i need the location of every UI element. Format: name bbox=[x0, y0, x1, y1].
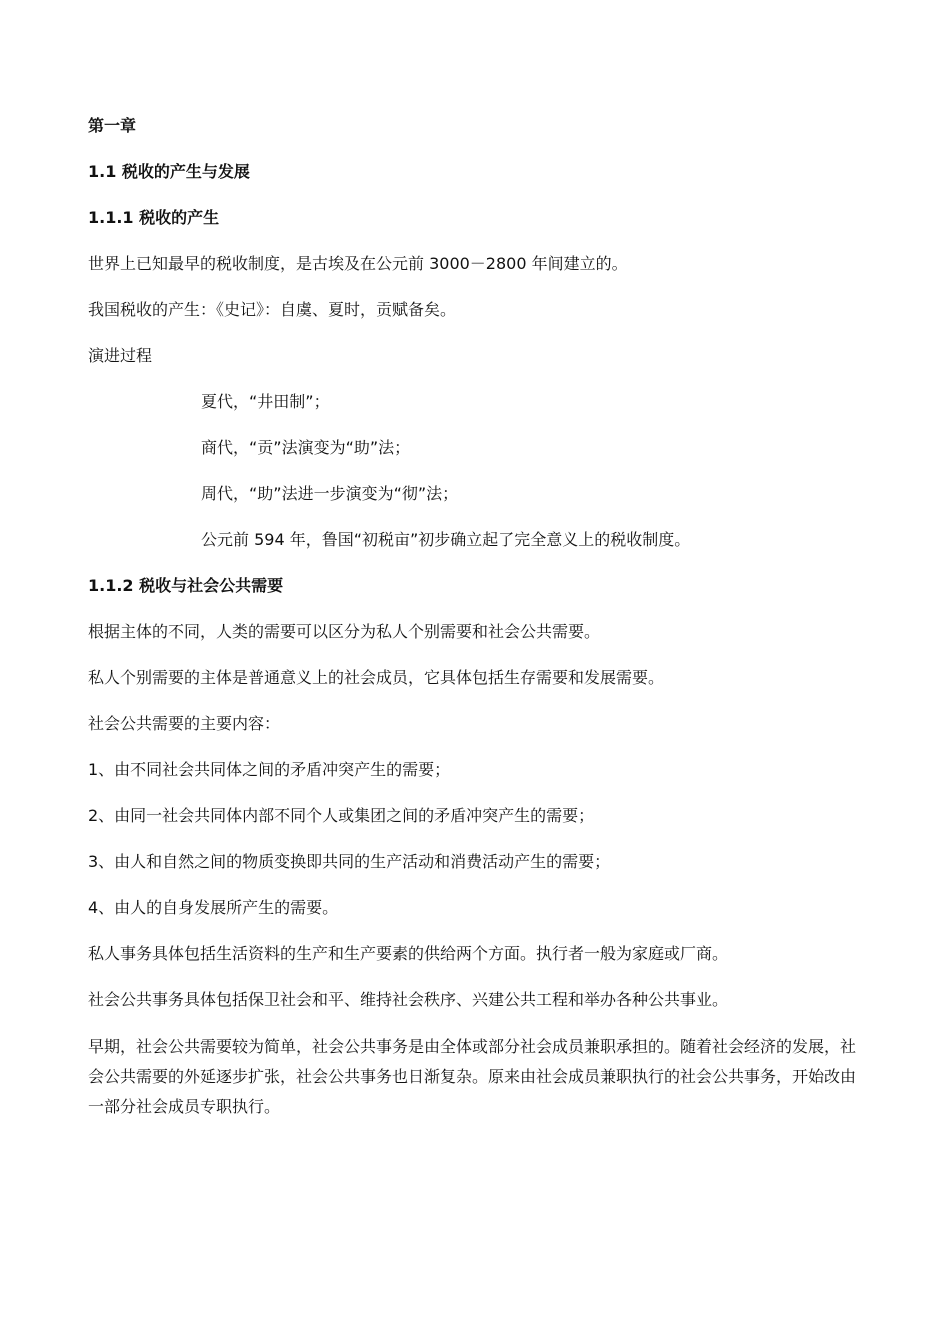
paragraph-earliest-tax: 世界上已知最早的税收制度，是古埃及在公元前 3000－2800 年间建立的。 bbox=[88, 254, 628, 273]
paragraph-needs-classification: 根据主体的不同，人类的需要可以区分为私人个别需要和社会公共需要。 bbox=[88, 622, 601, 641]
paragraph-public-needs-label: 社会公共需要的主要内容： bbox=[88, 714, 281, 733]
chapter-heading: 第一章 bbox=[88, 116, 137, 135]
paragraph-private-needs: 私人个别需要的主体是普通意义上的社会成员，它具体包括生存需要和发展需要。 bbox=[88, 668, 665, 687]
evolution-item-lu: 公元前 594 年，鲁国“初税亩”初步确立起了完全意义上的税收制度。 bbox=[201, 530, 691, 549]
list-item-need-3: 3、由人和自然之间的物质变换即共同的生产活动和消费活动产生的需要； bbox=[88, 852, 611, 871]
evolution-item-shang: 商代，“贡”法演变为“助”法； bbox=[201, 438, 411, 457]
evolution-item-xia: 夏代，“井田制”； bbox=[201, 392, 330, 411]
section-heading-1-1-1: 1.1.1 税收的产生 bbox=[88, 208, 220, 227]
paragraph-history: 早期，社会公共需要较为简单，社会公共事务是由全体或部分社会成员兼职承担的。随着社会经济的发展，社会公共需要的外延逐步扩张，社会公共事务也日渐复杂。原来由社会成员兼职执行的社会公共事务，开始改由一部分社会成员专职执行。 bbox=[88, 1037, 857, 1116]
document-page bbox=[88, 112, 868, 1122]
paragraph-china-tax-origin: 我国税收的产生：《史记》：自虞、夏时，贡赋备矣。 bbox=[88, 300, 457, 319]
paragraph-public-affairs: 社会公共事务具体包括保卫社会和平、维持社会秩序、兴建公共工程和举办各种公共事业。 bbox=[88, 990, 729, 1009]
section-heading-1-1: 1.1 税收的产生与发展 bbox=[88, 162, 250, 181]
list-item-need-1: 1、由不同社会共同体之间的矛盾冲突产生的需要； bbox=[88, 760, 451, 779]
section-heading-1-1-2: 1.1.2 税收与社会公共需要 bbox=[88, 576, 284, 595]
paragraph-evolution-label: 演进过程 bbox=[88, 346, 153, 365]
evolution-item-zhou: 周代，“助”法进一步演变为“彻”法； bbox=[201, 484, 459, 503]
paragraph-private-affairs: 私人事务具体包括生活资料的生产和生产要素的供给两个方面。执行者一般为家庭或厂商。 bbox=[88, 944, 729, 963]
list-item-need-4: 4、由人的自身发展所产生的需要。 bbox=[88, 898, 339, 917]
list-item-need-2: 2、由同一社会共同体内部不同个人或集团之间的矛盾冲突产生的需要； bbox=[88, 806, 595, 825]
